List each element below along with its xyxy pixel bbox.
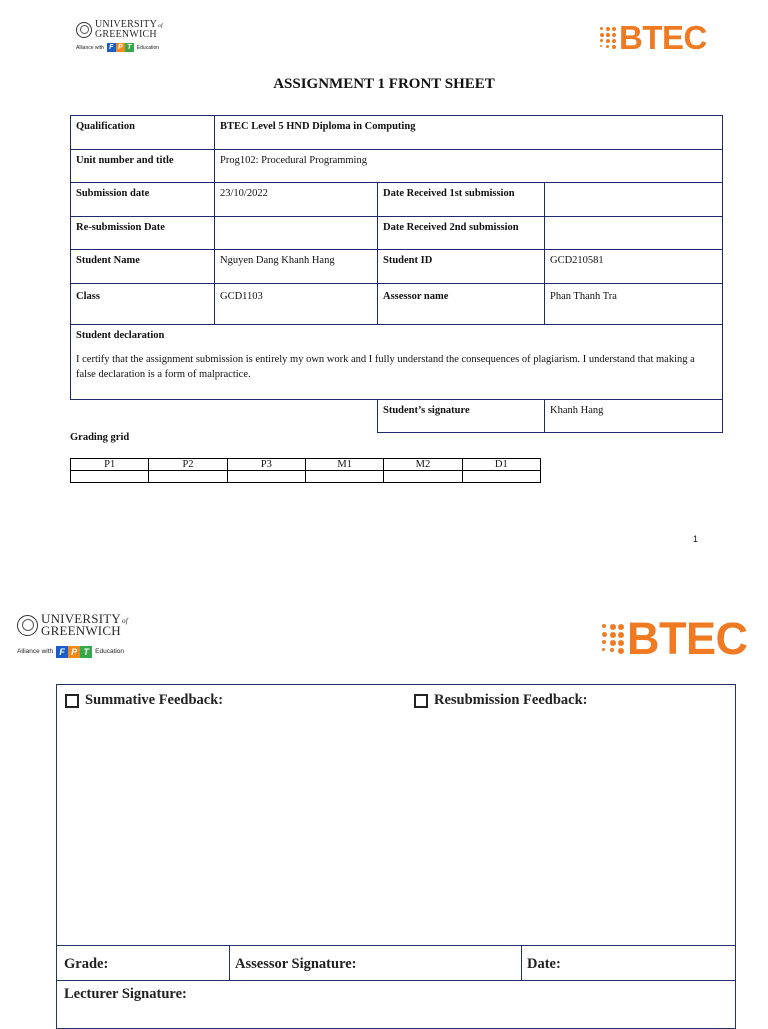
grade-divider bbox=[229, 945, 230, 980]
summative-feedback-label: Summative Feedback: bbox=[85, 692, 224, 708]
btec-dots-icon bbox=[600, 27, 616, 49]
grade-p2-value bbox=[149, 471, 227, 483]
alliance-prefix: Alliance with bbox=[17, 648, 54, 656]
crest-icon bbox=[76, 22, 92, 38]
fpt-letter-p: P bbox=[68, 646, 80, 658]
university-name-line1: UNIVERSITY bbox=[95, 19, 157, 30]
resubmission-feedback-heading bbox=[414, 692, 587, 709]
grade-m1-value bbox=[305, 471, 383, 483]
grade-d1-value bbox=[462, 471, 540, 483]
grade-m2-value bbox=[384, 471, 462, 483]
declaration-cell bbox=[71, 325, 723, 400]
date-received-1-label: Date Received 1st submission bbox=[378, 183, 545, 217]
grading-grid-label: Grading grid bbox=[70, 432, 130, 443]
signature-label: Student’s signature bbox=[378, 400, 545, 433]
crest-icon bbox=[17, 615, 38, 636]
fpt-logo bbox=[107, 43, 134, 52]
alliance-suffix: Education bbox=[136, 44, 160, 51]
student-name-label: Student Name bbox=[71, 250, 215, 284]
fpt-letter-t: T bbox=[125, 43, 134, 52]
assessor-signature-label: Assessor Signature: bbox=[235, 956, 357, 972]
unit-label: Unit number and title bbox=[71, 150, 215, 183]
unit-row bbox=[71, 150, 723, 183]
university-of-text: of bbox=[158, 23, 163, 29]
student-id-label: Student ID bbox=[378, 250, 545, 284]
submission-date-value: 23/10/2022 bbox=[215, 183, 378, 217]
university-name-line2: GREENWICH bbox=[41, 623, 121, 639]
signature-row bbox=[71, 400, 723, 433]
summative-feedback-heading bbox=[65, 692, 223, 709]
university-of-greenwich-logo-page2 bbox=[17, 613, 128, 658]
declaration-title: Student declaration bbox=[76, 330, 165, 341]
qualification-row bbox=[71, 116, 723, 150]
alliance-prefix: Alliance with bbox=[76, 44, 104, 51]
signature-value: Khanh Hang bbox=[545, 400, 723, 433]
date-label: Date: bbox=[527, 956, 561, 972]
grade-p3-header: P3 bbox=[227, 459, 305, 471]
resubmission-date-label: Re-submission Date bbox=[71, 217, 215, 250]
grade-d1-header: D1 bbox=[462, 459, 540, 471]
submission-date-label: Submission date bbox=[71, 183, 215, 217]
btec-wordmark: BTEC bbox=[619, 19, 707, 56]
resubmission-row bbox=[71, 217, 723, 250]
class-value: GCD1103 bbox=[215, 284, 378, 325]
feedback-box bbox=[56, 684, 736, 1029]
grading-value-row bbox=[71, 471, 541, 483]
resubmission-checkbox-icon[interactable] bbox=[414, 694, 428, 708]
feedback-divider-top bbox=[57, 945, 735, 946]
university-name-line1: UNIVERSITY bbox=[41, 611, 121, 626]
qualification-value: BTEC Level 5 HND Diploma in Computing bbox=[215, 116, 723, 150]
fpt-letter-f: F bbox=[107, 43, 116, 52]
grading-header-row bbox=[71, 459, 541, 471]
lecturer-signature-label: Lecturer Signature: bbox=[64, 986, 187, 1002]
grade-p3-value bbox=[227, 471, 305, 483]
university-of-greenwich-logo bbox=[76, 20, 163, 52]
fpt-logo bbox=[56, 646, 92, 658]
front-sheet-table bbox=[70, 115, 723, 433]
declaration-text: I certify that the assignment submission is entirely my own work and I fully understand the consequences of plagiarism. I understand that making a false declaration is a form of malpractice. bbox=[76, 354, 695, 381]
date-received-2-label: Date Received 2nd submission bbox=[378, 217, 545, 250]
submission-row bbox=[71, 183, 723, 217]
feedback-divider-bottom bbox=[57, 980, 735, 981]
student-row bbox=[71, 250, 723, 284]
grade-m2-header: M2 bbox=[384, 459, 462, 471]
btec-logo bbox=[600, 20, 707, 56]
resubmission-date-value bbox=[215, 217, 378, 250]
alliance-suffix: Education bbox=[95, 648, 125, 656]
date-received-2-value bbox=[545, 217, 723, 250]
student-id-value: GCD210581 bbox=[545, 250, 723, 284]
unit-value: Prog102: Procedural Programming bbox=[215, 150, 723, 183]
class-label: Class bbox=[71, 284, 215, 325]
student-name-value: Nguyen Dang Khanh Hang bbox=[215, 250, 378, 284]
btec-wordmark: BTEC bbox=[627, 613, 748, 664]
fpt-letter-p: P bbox=[116, 43, 125, 52]
front-sheet-title: ASSIGNMENT 1 FRONT SHEET bbox=[273, 76, 495, 92]
fpt-letter-f: F bbox=[56, 646, 68, 658]
btec-dots-icon bbox=[602, 624, 624, 654]
grade-p2-header: P2 bbox=[149, 459, 227, 471]
date-received-1-value bbox=[545, 183, 723, 217]
university-of-text: of bbox=[122, 617, 128, 625]
university-name-line2: GREENWICH bbox=[95, 28, 157, 40]
grade-p1-value bbox=[71, 471, 149, 483]
grading-grid-table bbox=[70, 458, 541, 483]
page-number: 1 bbox=[693, 534, 699, 544]
assessor-name-label: Assessor name bbox=[378, 284, 545, 325]
grade-label: Grade: bbox=[64, 956, 109, 972]
assessor-divider bbox=[521, 945, 522, 980]
grade-p1-header: P1 bbox=[71, 459, 149, 471]
assessor-name-value: Phan Thanh Tra bbox=[545, 284, 723, 325]
btec-logo-page2 bbox=[602, 614, 748, 664]
signature-spacer bbox=[71, 400, 378, 433]
grade-m1-header: M1 bbox=[305, 459, 383, 471]
summative-checkbox-icon[interactable] bbox=[65, 694, 79, 708]
qualification-label: Qualification bbox=[71, 116, 215, 150]
class-row bbox=[71, 284, 723, 325]
fpt-letter-t: T bbox=[80, 646, 92, 658]
resubmission-feedback-label: Resubmission Feedback: bbox=[434, 692, 588, 708]
declaration-row bbox=[71, 325, 723, 400]
